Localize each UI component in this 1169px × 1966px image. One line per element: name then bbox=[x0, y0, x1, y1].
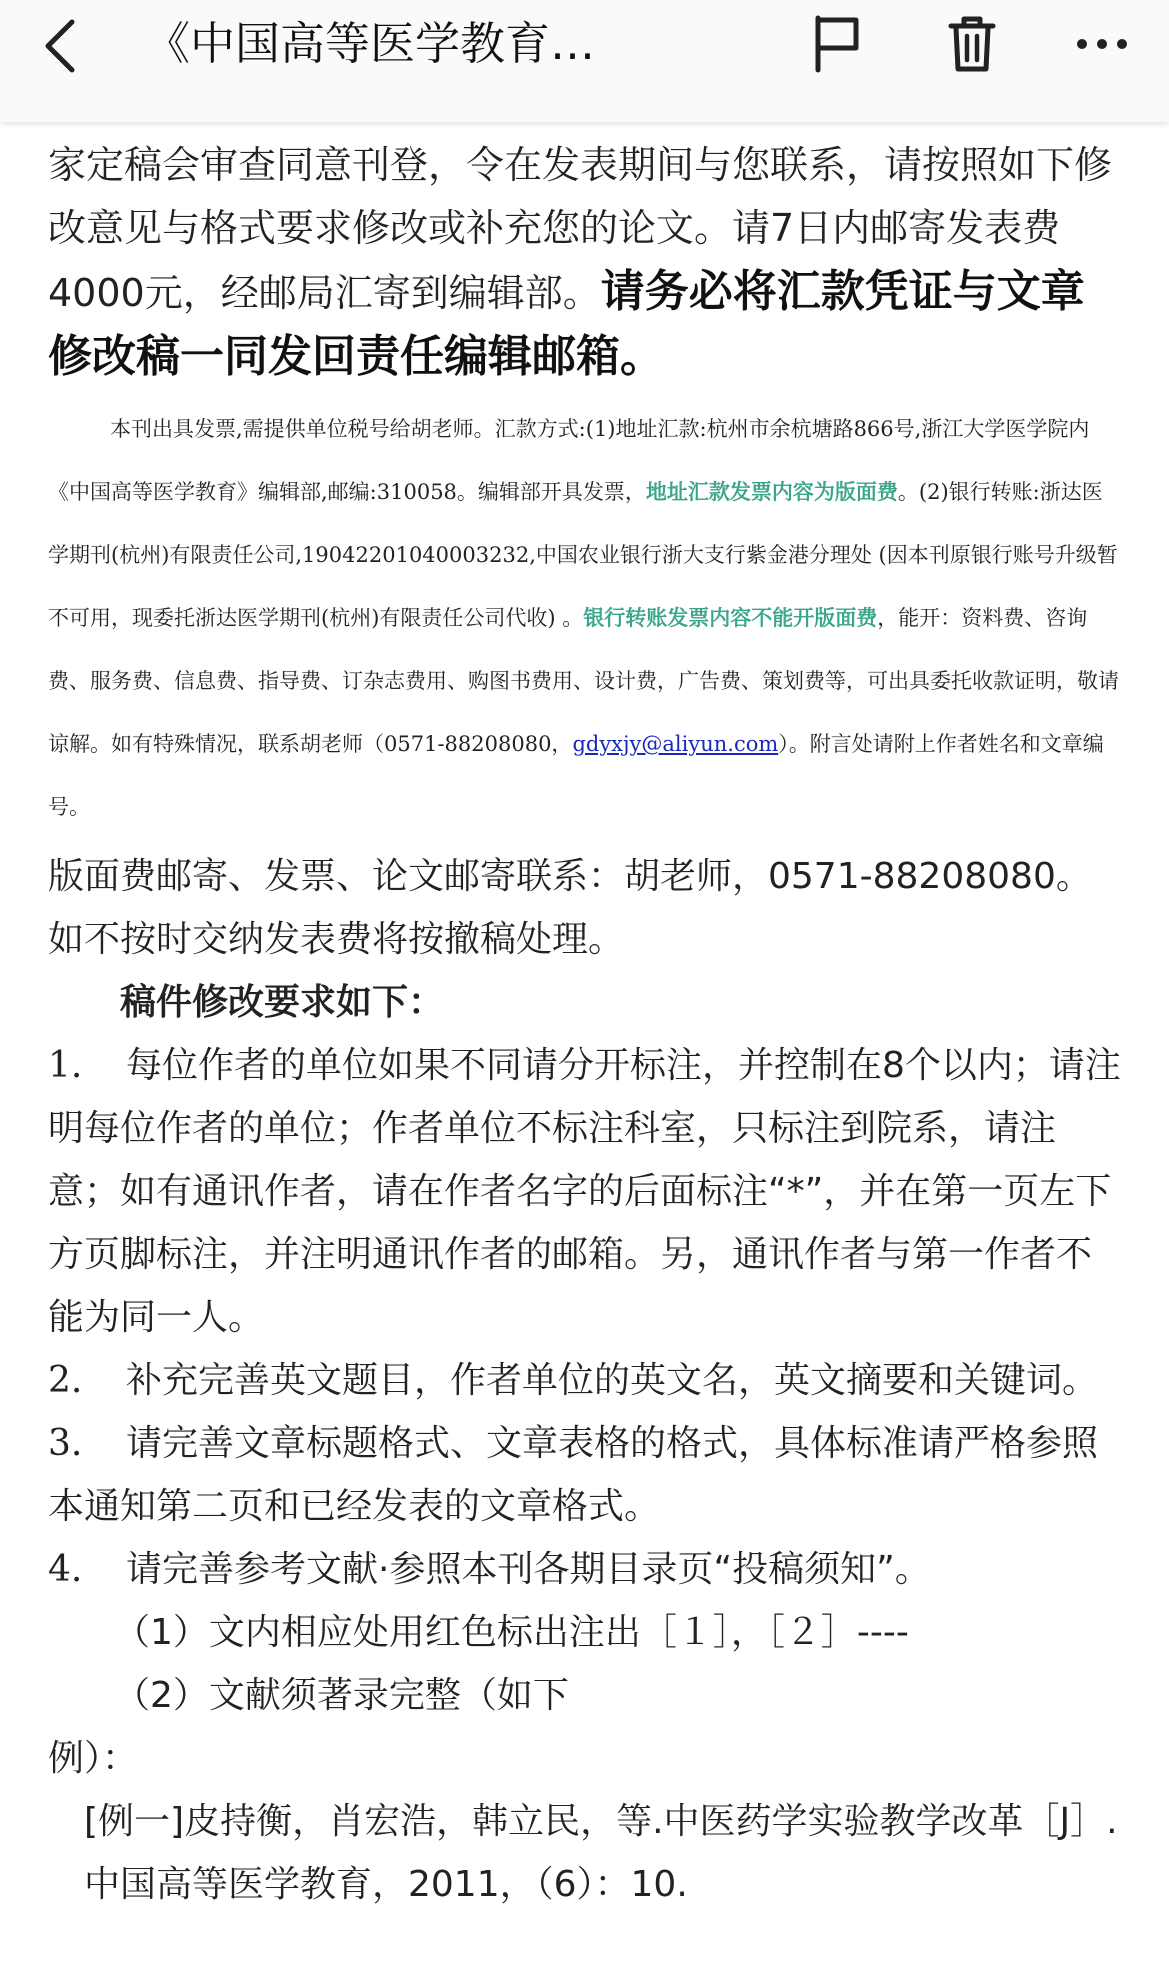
notice-part1: 本刊出具发票,需提供单位税号给胡老师。汇款方式:(1)地址汇款:杭州市余杭塘路866号,浙江大学医学院内《中国高等医学教育》编辑部,邮编:310058。编辑部开具发票， bbox=[48, 417, 1090, 504]
notice-part3: ，能开：资料费、咨询费、服务费、信息费、指导费、订杂志费用、购图书费用、设计费，广告费、策划费等，可出具委托收款证明，敬请谅解。如有特殊情况，联系胡老师（0571-88208080， bbox=[48, 606, 1119, 756]
sub-item-2-tail: 例）： bbox=[48, 1738, 139, 1779]
more-button[interactable] bbox=[1070, 12, 1134, 76]
sub-item-1: （1）文内相应处用红色标出注出［１］，［２］---- bbox=[114, 1612, 909, 1653]
requirements-heading: 稿件修改要求如下： bbox=[120, 982, 445, 1023]
requirement-item-2 bbox=[48, 1349, 1123, 1412]
item-text: 请完善参考文献·参照本刊各期目录页“投稿须知”。 bbox=[126, 1549, 931, 1590]
flag-button[interactable] bbox=[805, 12, 869, 76]
email-link[interactable]: gdyxjy@aliyun.com bbox=[572, 732, 779, 756]
requirement-item-1 bbox=[48, 1034, 1123, 1349]
back-button[interactable] bbox=[28, 14, 92, 78]
intro-regular-text: 家定稿会审查同意刊登，令在发表期间与您联系，请按照如下修改意见与格式要求修改或补充您的论文。请7日内邮寄发表费4000元，经邮局汇寄到编辑部。 bbox=[48, 143, 1113, 315]
reference-example: [例一]皮持衡，肖宏浩，韩立民，等.中医药学实验教学改革［J］.中国高等医学教育，2011，（6）：10. bbox=[84, 1801, 1118, 1905]
notice-part2: 。(2)银行转账:浙达医学期刊(杭州)有限责任公司,19042201040003232,中国农业银行浙大支行紫金港分理处 (因本刊原银行账号升级暂不可用，现委托浙达医学期刊(杭州)有限责任公司代收) 。 bbox=[48, 480, 1118, 630]
more-icon bbox=[1076, 36, 1128, 52]
chevron-left-icon bbox=[40, 18, 80, 74]
item-number: 4. bbox=[48, 1549, 83, 1590]
notice-part4: ）。附言处请附上作者姓名和文章编号。 bbox=[48, 732, 1104, 819]
trash-button[interactable] bbox=[940, 12, 1004, 76]
intro-bold-text: 请务必将汇款凭证与文章修改稿一同发回责任编辑邮箱。 bbox=[48, 266, 1085, 382]
item-number: 3. bbox=[48, 1423, 83, 1464]
notice-green-bank: 银行转账发票内容不能开版面费 bbox=[583, 606, 878, 630]
contact-line: 版面费邮寄、发票、论文邮寄联系：胡老师，0571-88208080。如不按时交纳发表费将按撤稿处理。 bbox=[48, 856, 1092, 960]
trash-icon bbox=[947, 14, 997, 74]
item-number: 2. bbox=[48, 1360, 83, 1401]
item-number: 1. bbox=[48, 1045, 83, 1086]
payment-notice bbox=[48, 398, 1123, 839]
item-text: 请完善文章标题格式、文章表格的格式，具体标准请严格参照本通知第二页和已经发表的文章格式。 bbox=[48, 1423, 1099, 1527]
article-content bbox=[48, 122, 1123, 1916]
requirement-item-4 bbox=[48, 1538, 1123, 1601]
item-text: 每位作者的单位如果不同请分开标注，并控制在8个以内；请注明每位作者的单位；作者单位不标注科室，只标注到院系，请注意；如有通讯作者，请在作者名字的后面标注“*”，并在第一页左下方页脚标注，并注明通讯作者的邮箱。另，通讯作者与第一作者不能为同一人。 bbox=[48, 1045, 1121, 1338]
requirement-item-3 bbox=[48, 1412, 1123, 1538]
page-title: 《中国高等医学教育… bbox=[145, 17, 596, 70]
top-bar bbox=[0, 0, 1169, 122]
intro-paragraph bbox=[48, 134, 1123, 390]
notice-green-address: 地址汇款发票内容为版面费 bbox=[645, 480, 898, 504]
sub-item-2: （2）文献须著录完整（如下 bbox=[114, 1675, 569, 1716]
flag-icon bbox=[812, 14, 862, 74]
item-text: 补充完善英文题目，作者单位的英文名，英文摘要和关键词。 bbox=[126, 1360, 1099, 1401]
